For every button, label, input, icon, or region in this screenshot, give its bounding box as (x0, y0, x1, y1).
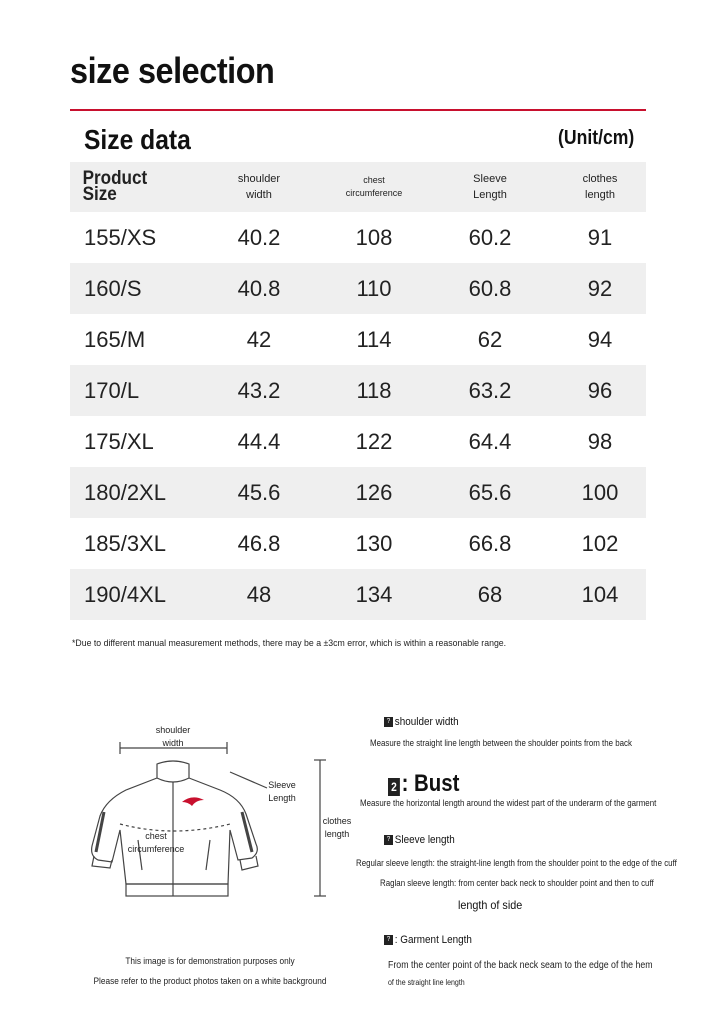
chest-cell: 108 (355, 224, 393, 250)
table-row (70, 467, 646, 518)
length-cell: 98 (587, 428, 613, 454)
size-cell: 160/S (84, 275, 142, 301)
header-sleeve-length: Sleeve Length (473, 173, 507, 201)
sleeve-cell: 68 (477, 581, 503, 607)
size-cell: 190/4XL (84, 581, 166, 607)
sleeve-cell: 60.8 (468, 275, 512, 301)
demo-caption: This image is for demonstration purposes only (125, 956, 295, 966)
size-cell: 170/L (84, 377, 140, 403)
marker-icon: ? (384, 835, 393, 845)
sleeve-definition-heading: ? Sleeve length (384, 834, 455, 846)
garment-definition-text: From the center point of the back neck seam to the edge of the hem (388, 960, 653, 971)
shoulder-width-label: shoulder width (155, 725, 191, 748)
page-title: size selection (70, 50, 275, 91)
shoulder-cell: 43.2 (237, 377, 281, 403)
sleeve-cell: 63.2 (468, 377, 512, 403)
table-row (70, 518, 646, 569)
shoulder-definition-heading: ? shoulder width (384, 716, 459, 728)
length-cell: 94 (587, 326, 613, 352)
unit-label: (Unit/cm) (558, 127, 635, 149)
header-chest-circumference: chest circumference (345, 175, 403, 198)
shoulder-cell: 40.2 (237, 224, 281, 250)
header-clothes-length: clothes length (582, 173, 618, 201)
marker-icon: ? (384, 935, 393, 945)
chest-cell: 122 (355, 428, 393, 454)
table-row (70, 365, 646, 416)
chest-cell: 126 (355, 479, 393, 505)
table-row (70, 212, 646, 263)
shoulder-cell: 46.8 (237, 530, 281, 556)
length-cell: 96 (587, 377, 613, 403)
sleeve-definition-regular: Regular sleeve length: the straight-line length from the shoulder point to the edge of the cuff (356, 858, 677, 868)
size-cell: 175/XL (84, 428, 154, 454)
sleeve-cell: 62 (477, 326, 503, 352)
chest-cell: 134 (355, 581, 393, 607)
size-cell: 185/3XL (84, 530, 166, 556)
sleeve-definition-raglan: Raglan sleeve length: from center back neck to shoulder point and then to cuff (380, 878, 654, 888)
jacket-illustration (70, 720, 350, 910)
size-table (70, 162, 646, 620)
sleeve-length-label: Sleeve Length (268, 780, 296, 803)
length-cell: 104 (581, 581, 619, 607)
bust-definition-text: Measure the horizontal length around the widest part of the underarm of the garment (360, 798, 657, 808)
table-row (70, 263, 646, 314)
shoulder-cell: 42 (246, 326, 272, 352)
brand-logo (182, 797, 204, 806)
jacket-diagram (70, 720, 350, 910)
shoulder-definition-text: Measure the straight line length between the shoulder points from the back (370, 738, 632, 748)
table-row (70, 569, 646, 620)
shoulder-cell: 48 (246, 581, 272, 607)
size-cell: 165/M (84, 326, 146, 352)
length-cell: 91 (587, 224, 613, 250)
chest-cell: 118 (356, 377, 392, 403)
table-row (70, 314, 646, 365)
table-row (70, 416, 646, 467)
table-header-row (70, 162, 646, 212)
measurement-note: *Due to different manual measurement methods, there may be a ±3cm error, which is within a reasonable range. (72, 638, 507, 649)
length-cell: 102 (581, 530, 619, 556)
clothes-length-label: clothes length (322, 816, 352, 839)
length-cell: 100 (581, 479, 619, 505)
marker-icon: 2 (388, 778, 400, 796)
section-title: Size data (84, 124, 191, 155)
sleeve-cell: 64.4 (468, 428, 512, 454)
sleeve-cell: 65.6 (468, 479, 512, 505)
length-cell: 92 (587, 275, 613, 301)
shoulder-cell: 44.4 (237, 428, 281, 454)
title-divider (70, 109, 646, 111)
garment-definition-heading: ? : Garment Length (384, 934, 472, 946)
shoulder-cell: 45.6 (237, 479, 281, 505)
photo-caption: Please refer to the product photos taken on a white background (93, 976, 327, 986)
chest-cell: 114 (356, 326, 392, 352)
header-shoulder-width: shoulder width (237, 173, 281, 201)
size-cell: 180/2XL (84, 479, 166, 505)
chest-circumference-label: chest circumference (127, 831, 185, 854)
chest-cell: 110 (356, 275, 392, 301)
size-cell: 155/XS (84, 224, 157, 250)
sleeve-cell: 66.8 (468, 530, 512, 556)
chest-cell: 130 (355, 530, 393, 556)
sleeve-definition-side: length of side (458, 898, 523, 912)
shoulder-cell: 40.8 (237, 275, 281, 301)
garment-definition-text-2: of the straight line length (388, 978, 465, 987)
header-product-size: Product Size (82, 168, 148, 205)
marker-icon: ? (384, 717, 393, 727)
sleeve-cell: 60.2 (468, 224, 512, 250)
bust-definition-heading: 2 : Bust (388, 770, 459, 798)
